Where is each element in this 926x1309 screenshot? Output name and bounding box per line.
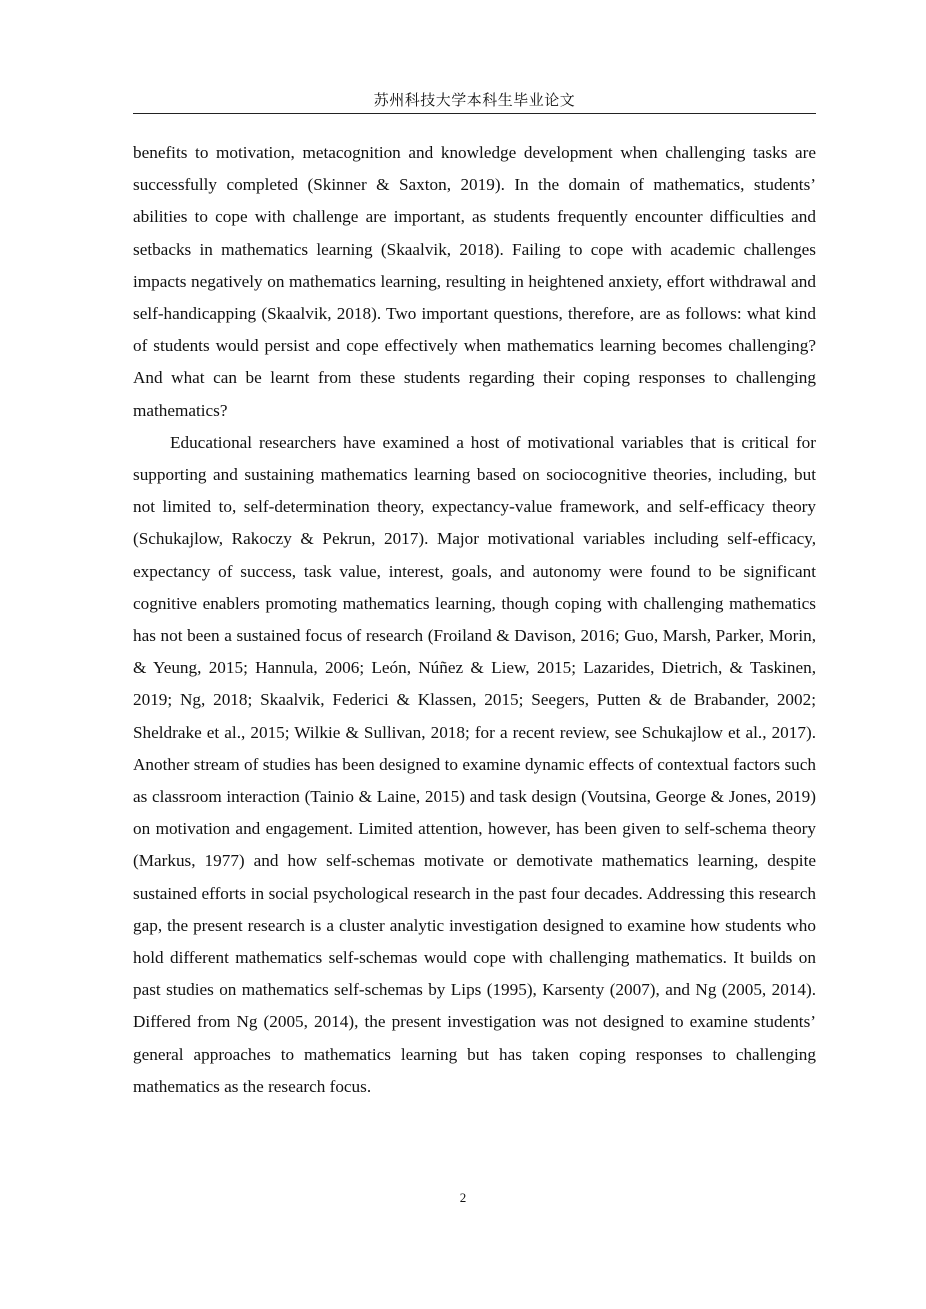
header-title: 苏州科技大学本科生毕业论文: [373, 91, 576, 109]
page-number: 2: [459, 1190, 467, 1205]
paragraph-1: benefits to motivation, metacognition and knowledge development when challenging tasks are successfully completed (Skinner & Saxton, 2019). In the domain of mathematics, students’ abilities to cope with challenge are important, as students frequently encounter difficulties and setbacks in mathematics learning (Skaalvik, 2018). Failing to cope with academic challenges impacts negatively on mathematics learning, resulting in heightened anxiety, effort withdrawal and self-handicapping (Skaalvik, 2018). Two important questions, therefore, are as follows: what kind of students would persist and cope effectively when mathematics learning becomes challenging? And what can be learnt from these students regarding their coping responses to challenging mathematics?: [133, 143, 816, 420]
paragraph-2: Educational researchers have examined a host of motivational variables that is critical for supporting and sustaining mathematics learning based on sociocognitive theories, including, but not limited to, self-determination theory, expectancy-value framework, and self-efficacy theory (Schukajlow, Rakoczy & Pekrun, 2017). Major motivational variables including self-efficacy, expectancy of success, task value, interest, goals, and autonomy were found to be significant cognitive enablers promoting mathematics learning, though coping with challenging mathematics has not been a sustained focus of research (Froiland & Davison, 2016; Guo, Marsh, Parker, Morin, & Yeung, 2015; Hannula, 2006; León, Núñez & Liew, 2015; Lazarides, Dietrich, & Taskinen, 2019; Ng, 2018; Skaalvik, Federici & Klassen, 2015; Seegers, Putten & de Brabander, 2002; Sheldrake et al., 2015; Wilkie & Sullivan, 2018; for a recent review, see Schukajlow et al., 2017). Another stream of studies has been designed to examine dynamic effects of contextual factors such as classroom interaction (Tainio & Laine, 2015) and task design (Voutsina, George & Jones, 2019) on motivation and engagement. Limited attention, however, has been given to self-schema theory (Markus, 1977) and how self-schemas motivate or demotivate mathematics learning, despite sustained efforts in social psychological research in the past four decades. Addressing this research gap, the present research is a cluster analytic investigation designed to examine how students who hold different mathematics self-schemas would cope with challenging mathematics. It builds on past studies on mathematics self-schemas by Lips (1995), Karsenty (2007), and Ng (2005, 2014). Differed from Ng (2005, 2014), the present investigation was not designed to examine students’ general approaches to mathematics learning but has taken coping responses to challenging mathematics as the research focus.: [133, 432, 816, 1096]
body-text: [133, 137, 816, 1103]
page-header: [133, 87, 816, 114]
